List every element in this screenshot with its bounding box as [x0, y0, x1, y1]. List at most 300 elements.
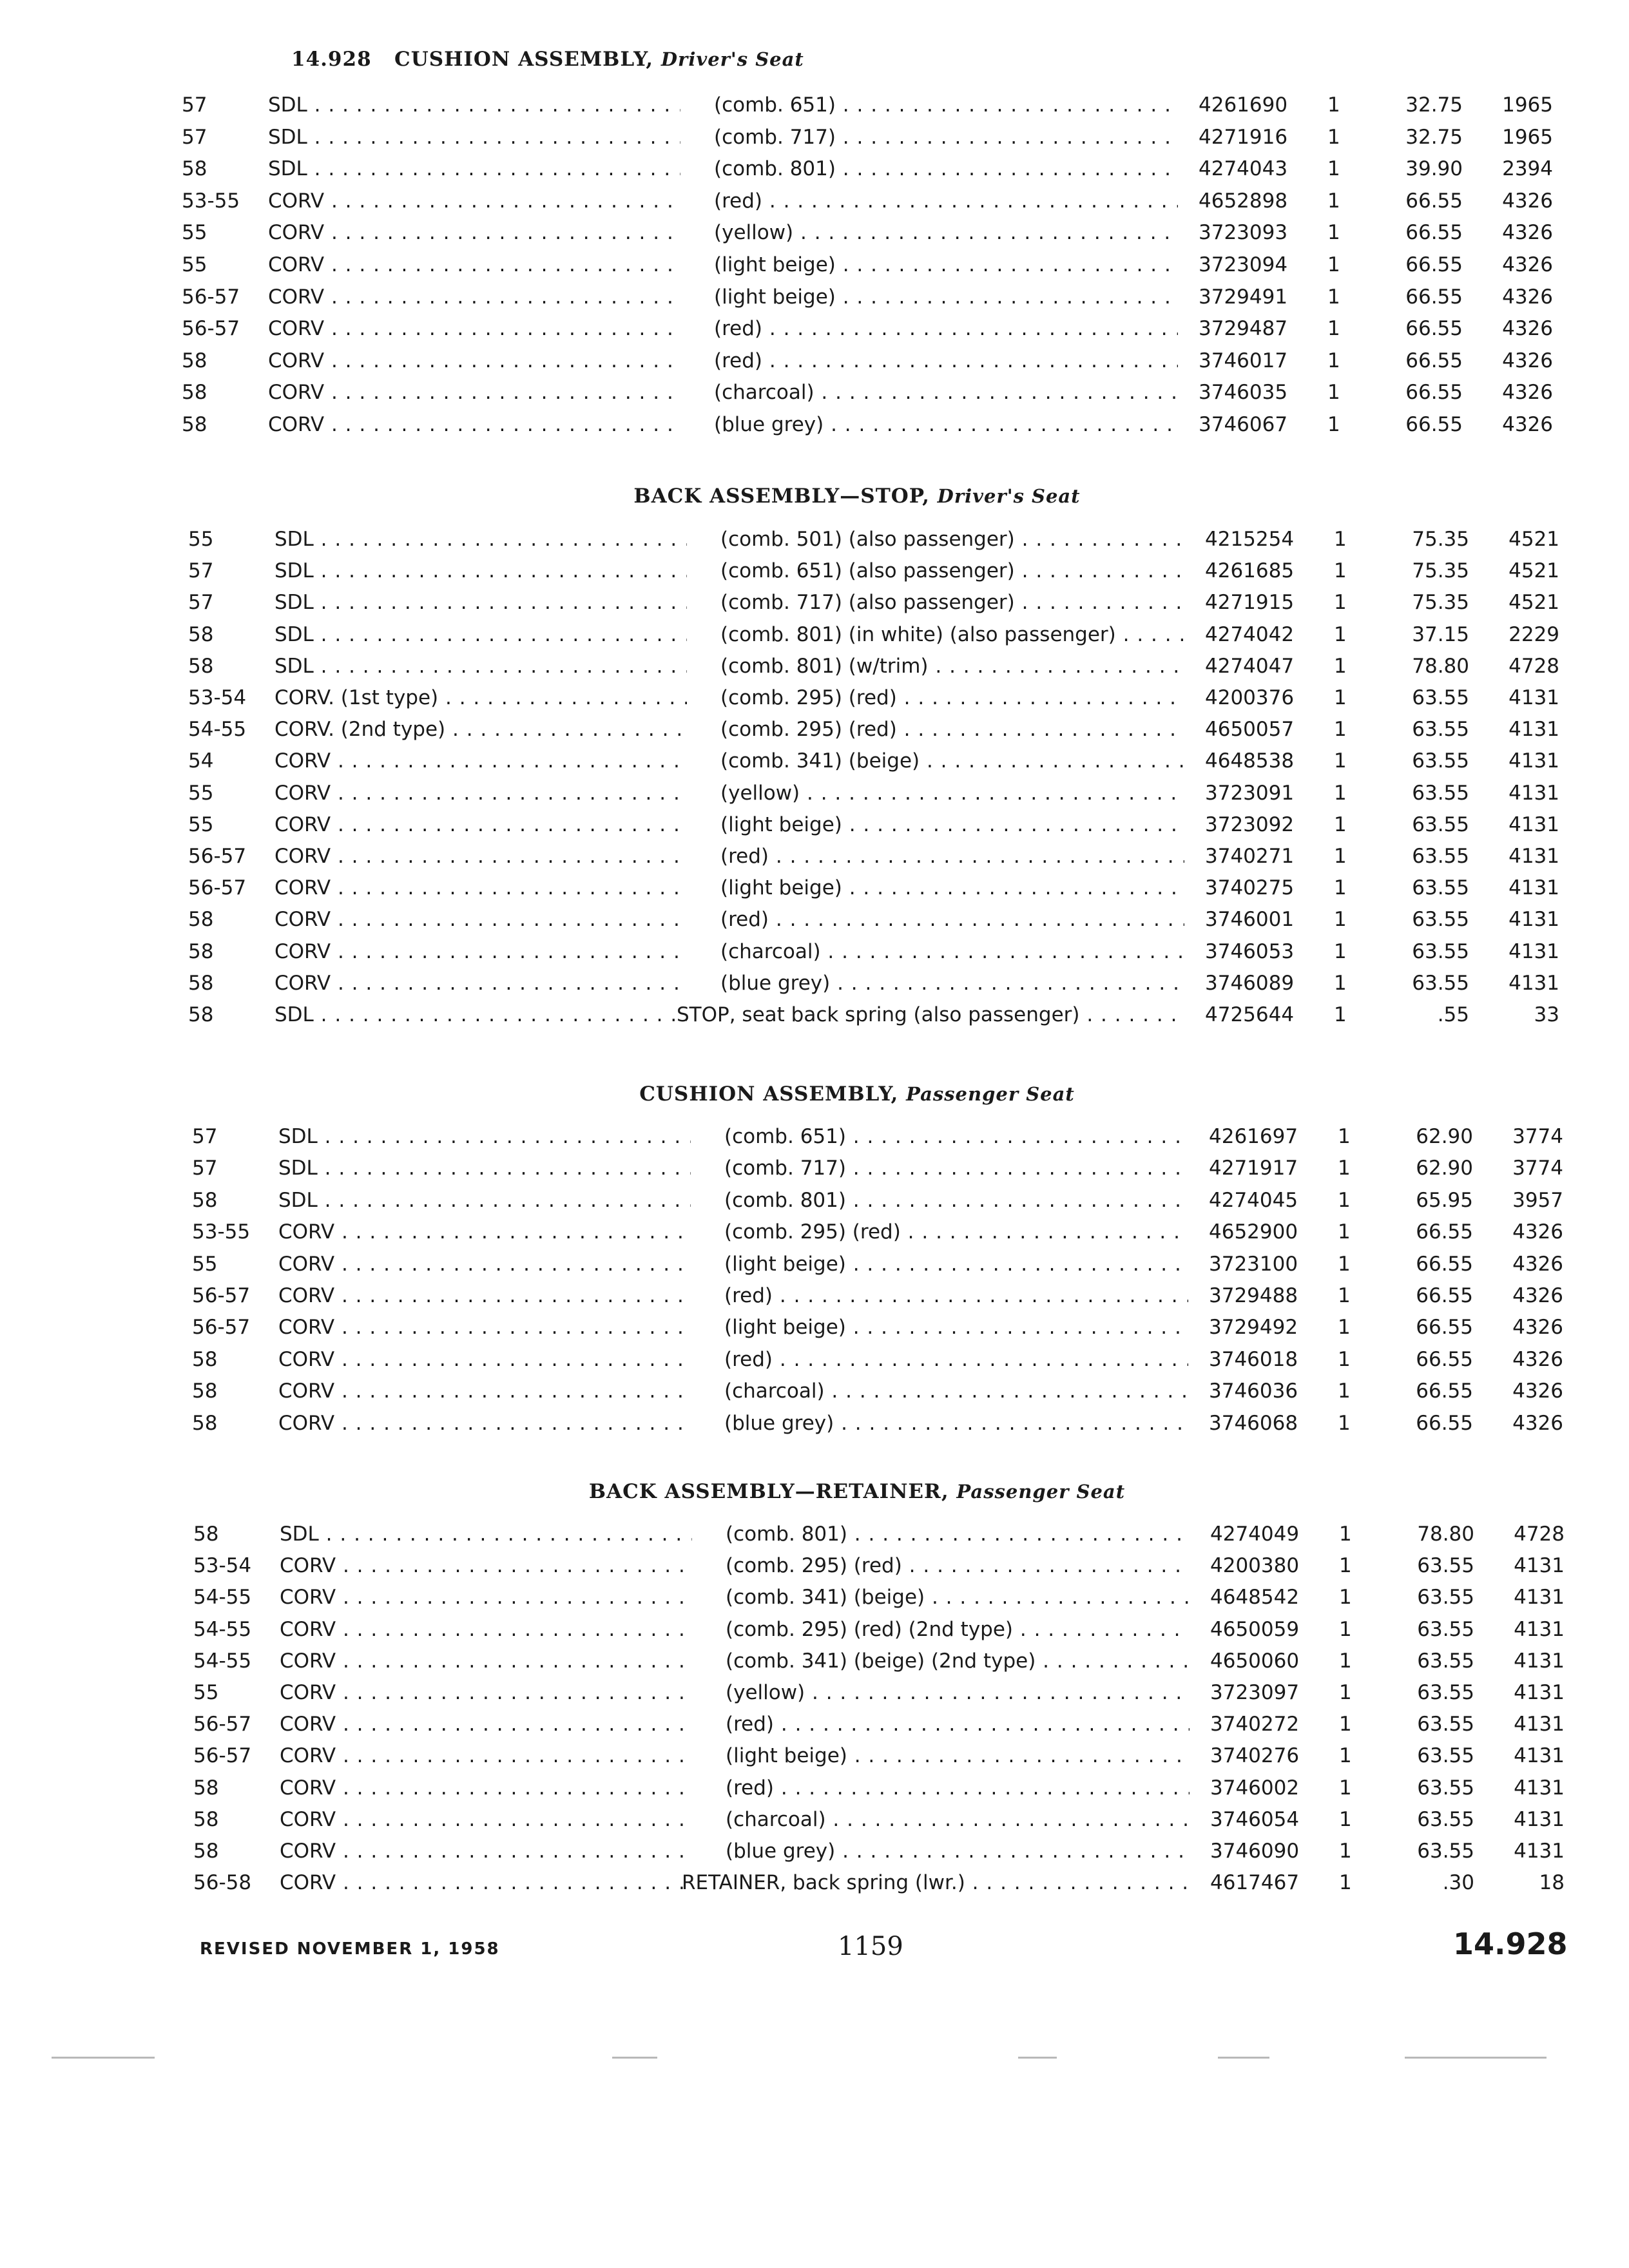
row-model-text: SDL . . .	[268, 93, 680, 117]
row-model-text: CORV . . .	[280, 1713, 692, 1736]
table-row	[0, 1708, 1629, 1740]
row-quantity: 1	[1334, 559, 1347, 582]
row-description-text: (light beige) . . .	[726, 1744, 1190, 1767]
row-part-number: 4617467	[1210, 1871, 1300, 1894]
row-weight: 4521	[1509, 591, 1559, 614]
row-year: 55	[192, 1253, 218, 1276]
row-quantity: 1	[1327, 157, 1340, 180]
row-part-number: 3723093	[1199, 221, 1288, 244]
row-weight: 18	[1539, 1871, 1565, 1894]
row-description-text: (blue grey) . . .	[726, 1840, 1190, 1863]
row-description-text: (comb. 341) (beige) (2nd type) . . .	[726, 1649, 1190, 1673]
row-year: 58	[193, 1808, 219, 1831]
row-year: 54-55	[193, 1586, 252, 1609]
row-part-number: 4271916	[1199, 126, 1288, 149]
table-row	[0, 555, 1629, 587]
row-part-number: 3746035	[1199, 381, 1288, 404]
row-year: 57	[192, 1157, 218, 1180]
row-quantity: 1	[1338, 1412, 1351, 1435]
row-year: 58	[188, 1003, 214, 1026]
row-description-text: (red) . . .	[714, 317, 1178, 340]
row-year: 58	[182, 157, 207, 180]
table-row	[0, 713, 1629, 745]
row-description	[720, 555, 1184, 587]
page-heading	[291, 48, 804, 71]
table-row	[0, 89, 1629, 121]
row-model-text: SDL . . .	[275, 528, 687, 551]
row-part-number: 4271915	[1205, 591, 1295, 614]
row-weight: 4326	[1502, 221, 1553, 244]
row-model	[280, 1677, 692, 1709]
row-description	[726, 1645, 1190, 1677]
row-quantity: 1	[1339, 1840, 1352, 1863]
heading-title: CUSHION ASSEMBLY,	[394, 48, 654, 71]
row-description-text: (comb. 341) (beige) . . .	[726, 1586, 1190, 1609]
row-model-text: CORV . . .	[275, 908, 687, 931]
row-weight: 4326	[1502, 413, 1553, 436]
row-quantity: 1	[1327, 349, 1340, 372]
row-price: 63.55	[1417, 1713, 1474, 1736]
row-price: 63.55	[1417, 1681, 1474, 1704]
row-weight: 3774	[1512, 1157, 1563, 1180]
row-price: 65.95	[1416, 1189, 1473, 1212]
row-year: 58	[193, 1840, 219, 1863]
row-model-text: CORV . . .	[268, 381, 680, 404]
table-row	[0, 1152, 1629, 1184]
table-row	[0, 586, 1629, 619]
row-model	[275, 903, 687, 936]
row-price: 63.55	[1412, 972, 1469, 995]
row-description	[726, 1835, 1190, 1867]
row-description	[677, 999, 1184, 1031]
row-weight: 4131	[1509, 940, 1559, 963]
row-price: 39.90	[1405, 157, 1463, 180]
row-part-number: 4650057	[1205, 718, 1295, 741]
row-weight: 4131	[1509, 845, 1559, 868]
row-description-text: (light beige) . . .	[724, 1316, 1188, 1339]
row-part-number: 4648538	[1205, 749, 1295, 773]
row-model-text: CORV . . .	[280, 1840, 692, 1863]
row-description-text: (light beige) . . .	[714, 285, 1178, 309]
row-model	[275, 777, 687, 809]
row-description	[714, 216, 1178, 249]
row-description-text: (comb. 295) (red) . . .	[724, 1220, 1188, 1244]
row-model-text: CORV . . .	[275, 813, 687, 836]
row-quantity: 1	[1334, 686, 1347, 709]
row-model	[268, 185, 680, 217]
row-part-number: 3746089	[1205, 972, 1295, 995]
row-price: 75.35	[1412, 528, 1469, 551]
row-year: 55	[188, 813, 214, 836]
row-weight: 1965	[1502, 126, 1553, 149]
row-model	[280, 1645, 692, 1677]
row-price: 66.55	[1416, 1284, 1473, 1307]
row-year: 58	[182, 381, 207, 404]
row-year: 53-54	[193, 1554, 252, 1577]
row-year: 58	[192, 1348, 218, 1371]
row-quantity: 1	[1339, 1649, 1352, 1673]
row-year: 55	[182, 253, 207, 276]
row-part-number: 4652900	[1209, 1220, 1298, 1244]
row-price: 66.55	[1405, 349, 1463, 372]
row-model-text: CORV . . .	[275, 749, 687, 773]
row-model	[275, 999, 687, 1031]
row-weight: 4131	[1514, 1776, 1565, 1800]
row-quantity: 1	[1339, 1586, 1352, 1609]
table-row	[0, 967, 1629, 999]
row-year: 56-57	[193, 1744, 252, 1767]
row-price: 63.55	[1412, 876, 1469, 899]
row-model-text: SDL . . .	[275, 559, 687, 582]
row-model	[275, 555, 687, 587]
row-description-text: (comb. 295) (red) (2nd type) . . .	[726, 1618, 1190, 1641]
table-row	[0, 1120, 1629, 1153]
row-model-text: CORV . . .	[278, 1253, 691, 1276]
row-year: 55	[193, 1681, 219, 1704]
row-model	[268, 281, 680, 313]
table-row	[0, 1677, 1629, 1709]
row-model	[280, 1803, 692, 1836]
row-description	[714, 89, 1178, 121]
row-weight: 4326	[1512, 1379, 1563, 1403]
row-model-text: SDL . . .	[275, 623, 687, 646]
row-model-text: SDL . . .	[278, 1157, 691, 1180]
row-weight: 4326	[1502, 317, 1553, 340]
row-description	[720, 650, 1184, 682]
row-model-text: CORV. (1st type) . . .	[275, 686, 687, 709]
row-quantity: 1	[1339, 1744, 1352, 1767]
row-model-text: CORV . . .	[278, 1379, 691, 1403]
row-part-number: 4650059	[1210, 1618, 1300, 1641]
row-model-text: CORV . . .	[275, 972, 687, 995]
row-year: 56-57	[182, 285, 240, 309]
row-description-text: (charcoal) . . .	[724, 1379, 1188, 1403]
row-quantity: 1	[1327, 93, 1340, 117]
row-description-text: (comb. 801) . . .	[724, 1189, 1188, 1212]
row-weight: 4326	[1512, 1348, 1563, 1371]
row-description	[720, 967, 1184, 999]
row-part-number: 3746068	[1209, 1412, 1298, 1435]
section-title	[180, 485, 1534, 508]
row-model-text: CORV . . .	[280, 1554, 692, 1577]
row-weight: 4131	[1509, 782, 1559, 805]
table-row	[0, 840, 1629, 872]
row-description	[682, 1867, 1190, 1899]
table-row	[0, 1550, 1629, 1582]
table-row	[0, 121, 1629, 153]
row-description	[726, 1613, 1190, 1646]
row-description	[720, 872, 1184, 904]
row-quantity: 1	[1334, 591, 1347, 614]
row-model	[268, 216, 680, 249]
section-title-main: BACK ASSEMBLY—RETAINER,	[588, 1480, 949, 1503]
row-model	[278, 1152, 691, 1184]
row-part-number: 4725644	[1205, 1003, 1295, 1026]
row-part-number: 3746002	[1210, 1776, 1300, 1800]
row-part-number: 3746053	[1205, 940, 1295, 963]
row-model	[275, 745, 687, 777]
row-weight: 4131	[1514, 1808, 1565, 1831]
row-model-text: CORV . . .	[278, 1284, 691, 1307]
row-price: 66.55	[1416, 1412, 1473, 1435]
row-description	[726, 1677, 1190, 1709]
heading-code: 14.928	[291, 48, 372, 71]
row-part-number: 3746067	[1199, 413, 1288, 436]
row-part-number: 4271917	[1209, 1157, 1298, 1180]
row-year: 57	[182, 93, 207, 117]
row-part-number: 4261690	[1199, 93, 1288, 117]
row-year: 54	[188, 749, 214, 773]
row-model	[278, 1343, 691, 1376]
row-weight: 4521	[1509, 528, 1559, 551]
row-year: 55	[188, 528, 214, 551]
row-description-text: (yellow) . . .	[714, 221, 1178, 244]
row-model	[268, 376, 680, 408]
scan-artifact	[1218, 2057, 1269, 2059]
row-model	[275, 619, 687, 651]
row-model	[268, 153, 680, 185]
row-price: 66.55	[1405, 317, 1463, 340]
row-description-text: RETAINER, back spring (lwr.) . . .	[682, 1871, 1190, 1894]
row-quantity: 1	[1338, 1379, 1351, 1403]
row-year: 58	[182, 413, 207, 436]
row-part-number: 3723094	[1199, 253, 1288, 276]
row-description-text: (red) . . .	[714, 189, 1178, 213]
row-weight: 2394	[1502, 157, 1553, 180]
row-quantity: 1	[1338, 1284, 1351, 1307]
row-description	[720, 586, 1184, 619]
table-row	[0, 650, 1629, 682]
row-description-text: (light beige) . . .	[720, 876, 1184, 899]
section-title-sub: Passenger Seat	[956, 1481, 1126, 1503]
row-model	[275, 936, 687, 968]
row-year: 58	[188, 908, 214, 931]
row-year: 57	[188, 559, 214, 582]
row-quantity: 1	[1339, 1554, 1352, 1577]
row-description	[714, 249, 1178, 281]
row-quantity: 1	[1334, 623, 1347, 646]
row-model	[275, 586, 687, 619]
row-model-text: CORV . . .	[280, 1618, 692, 1641]
section-title-main: CUSHION ASSEMBLY,	[639, 1082, 899, 1106]
row-description-text: (comb. 295) (red) . . .	[720, 718, 1184, 741]
row-price: 66.55	[1416, 1379, 1473, 1403]
row-model-text: CORV . . .	[280, 1681, 692, 1704]
row-weight: 4326	[1512, 1316, 1563, 1339]
row-description	[724, 1120, 1188, 1153]
row-quantity: 1	[1327, 381, 1340, 404]
row-part-number: 3723091	[1205, 782, 1295, 805]
row-model	[280, 1613, 692, 1646]
row-part-number: 3746054	[1210, 1808, 1300, 1831]
row-description-text: (comb. 717) (also passenger) . . .	[720, 591, 1184, 614]
table-row	[0, 1803, 1629, 1836]
heading-subtitle: Driver's Seat	[660, 48, 804, 70]
row-model-text: CORV . . .	[278, 1348, 691, 1371]
row-price: 63.55	[1417, 1808, 1474, 1831]
row-part-number: 4261685	[1205, 559, 1295, 582]
row-description-text: STOP, seat back spring (also passenger) . . .	[677, 1003, 1184, 1026]
row-description-text: (comb. 801) (w/trim) . . .	[720, 655, 1184, 678]
row-part-number: 3729488	[1209, 1284, 1298, 1307]
row-weight: 1965	[1502, 93, 1553, 117]
row-quantity: 1	[1334, 782, 1347, 805]
row-weight: 4521	[1509, 559, 1559, 582]
row-quantity: 1	[1334, 845, 1347, 868]
row-description	[720, 523, 1184, 555]
row-part-number: 4648542	[1210, 1586, 1300, 1609]
table-row	[0, 936, 1629, 968]
row-quantity: 1	[1334, 940, 1347, 963]
row-price: 66.55	[1405, 253, 1463, 276]
row-model	[275, 967, 687, 999]
row-weight: 4728	[1509, 655, 1559, 678]
table-row	[0, 1581, 1629, 1613]
row-year: 54-55	[193, 1618, 252, 1641]
table-row	[0, 872, 1629, 904]
table-row	[0, 1772, 1629, 1804]
row-year: 53-54	[188, 686, 247, 709]
row-description	[714, 312, 1178, 345]
table-row	[0, 619, 1629, 651]
table-row	[0, 523, 1629, 555]
row-model-text: CORV . . .	[275, 940, 687, 963]
row-part-number: 3723092	[1205, 813, 1295, 836]
row-description-text: (comb. 801) . . .	[714, 157, 1178, 180]
row-quantity: 1	[1334, 908, 1347, 931]
row-description	[726, 1550, 1190, 1582]
row-price: 63.55	[1417, 1840, 1474, 1863]
row-price: 66.55	[1416, 1220, 1473, 1244]
row-description	[724, 1343, 1188, 1376]
row-year: 55	[188, 782, 214, 805]
row-quantity: 1	[1339, 1871, 1352, 1894]
row-part-number: 4274045	[1209, 1189, 1298, 1212]
row-model-text: SDL . . .	[268, 157, 680, 180]
row-year: 58	[193, 1776, 219, 1800]
table-row	[0, 999, 1629, 1031]
row-description	[724, 1248, 1188, 1280]
row-description	[714, 153, 1178, 185]
footer-section-number: 14.928	[1453, 1927, 1568, 1961]
row-weight: 4131	[1514, 1840, 1565, 1863]
row-description	[726, 1518, 1190, 1550]
row-year: 56-57	[192, 1316, 251, 1339]
row-description-text: (comb. 717) . . .	[714, 126, 1178, 149]
row-quantity: 1	[1338, 1316, 1351, 1339]
row-description-text: (yellow) . . .	[726, 1681, 1190, 1704]
row-description-text: (red) . . .	[724, 1284, 1188, 1307]
row-price: 63.55	[1417, 1776, 1474, 1800]
row-price: 63.55	[1412, 718, 1469, 741]
row-description	[726, 1708, 1190, 1740]
row-year: 58	[188, 655, 214, 678]
row-model	[275, 840, 687, 872]
row-quantity: 1	[1334, 876, 1347, 899]
row-year: 58	[182, 349, 207, 372]
row-year: 57	[192, 1125, 218, 1148]
row-description	[720, 840, 1184, 872]
row-description	[724, 1216, 1188, 1248]
row-price: 37.15	[1412, 623, 1469, 646]
row-model-text: CORV . . .	[278, 1316, 691, 1339]
row-weight: 4131	[1514, 1586, 1565, 1609]
row-year: 57	[182, 126, 207, 149]
row-model-text: SDL . . .	[278, 1125, 691, 1148]
row-description-text: (red) . . .	[724, 1348, 1188, 1371]
row-model-text: SDL . . .	[275, 655, 687, 678]
row-price: 75.35	[1412, 559, 1469, 582]
row-part-number: 3746036	[1209, 1379, 1298, 1403]
row-weight: 4326	[1512, 1220, 1563, 1244]
row-price: 63.55	[1412, 782, 1469, 805]
row-weight: 2229	[1509, 623, 1559, 646]
row-model-text: CORV . . .	[280, 1871, 692, 1894]
table-row	[0, 1613, 1629, 1646]
row-description-text: (blue grey) . . .	[724, 1412, 1188, 1435]
row-model-text: CORV . . .	[278, 1412, 691, 1435]
row-price: 66.55	[1405, 189, 1463, 213]
row-quantity: 1	[1327, 285, 1340, 309]
row-weight: 4131	[1509, 749, 1559, 773]
row-weight: 4728	[1514, 1523, 1565, 1546]
section-title-sub: Driver's Seat	[937, 485, 1081, 507]
row-weight: 33	[1534, 1003, 1559, 1026]
row-part-number: 4215254	[1205, 528, 1295, 551]
row-weight: 4326	[1512, 1284, 1563, 1307]
table-row	[0, 1645, 1629, 1677]
row-year: 58	[193, 1523, 219, 1546]
row-year: 58	[192, 1189, 218, 1212]
row-weight: 4131	[1514, 1554, 1565, 1577]
table-row	[0, 903, 1629, 936]
row-quantity: 1	[1339, 1776, 1352, 1800]
section-title-sub: Passenger Seat	[906, 1083, 1075, 1105]
row-model	[278, 1216, 691, 1248]
row-price: 63.55	[1417, 1554, 1474, 1577]
row-year: 58	[192, 1379, 218, 1403]
row-price: 63.55	[1412, 813, 1469, 836]
row-description-text: (charcoal) . . .	[726, 1808, 1190, 1831]
row-part-number: 3746018	[1209, 1348, 1298, 1371]
table-row	[0, 745, 1629, 777]
row-part-number: 3746017	[1199, 349, 1288, 372]
row-model-text: CORV . . .	[275, 782, 687, 805]
row-weight: 4131	[1514, 1618, 1565, 1641]
row-description-text: (charcoal) . . .	[714, 381, 1178, 404]
row-description	[720, 809, 1184, 841]
row-description-text: (blue grey) . . .	[720, 972, 1184, 995]
row-price: 66.55	[1405, 285, 1463, 309]
row-model	[275, 682, 687, 714]
row-model	[268, 121, 680, 153]
row-year: 56-57	[193, 1713, 252, 1736]
row-part-number: 3723100	[1209, 1253, 1298, 1276]
row-description	[724, 1407, 1188, 1439]
row-price: 75.35	[1412, 591, 1469, 614]
row-weight: 3957	[1512, 1189, 1563, 1212]
row-price: 63.55	[1417, 1744, 1474, 1767]
row-part-number: 3729491	[1199, 285, 1288, 309]
footer-page-number: 1159	[838, 1932, 903, 1961]
row-description	[714, 376, 1178, 408]
row-description	[714, 281, 1178, 313]
row-year: 58	[188, 972, 214, 995]
row-model	[268, 345, 680, 377]
row-description	[726, 1740, 1190, 1772]
row-part-number: 4200376	[1205, 686, 1295, 709]
row-description	[720, 745, 1184, 777]
